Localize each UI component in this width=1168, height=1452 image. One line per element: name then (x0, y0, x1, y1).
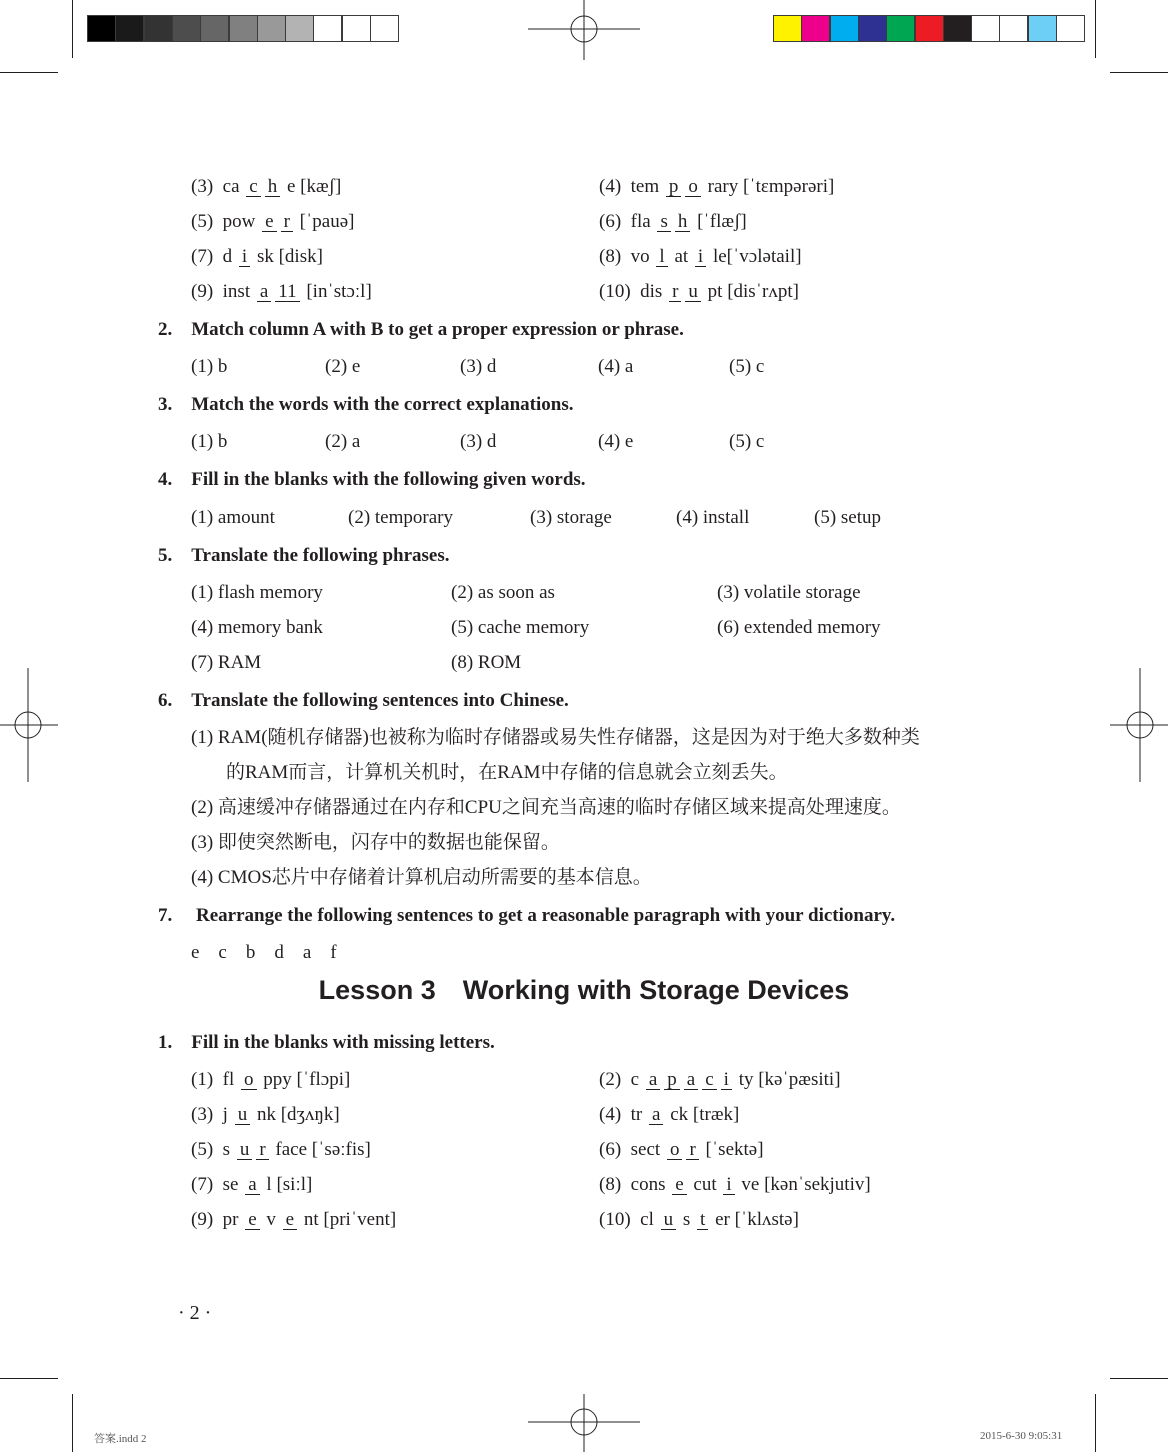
answer-item: (4) e (598, 431, 634, 452)
crop-mark (1095, 1394, 1096, 1452)
color-swatch (144, 15, 173, 42)
missing-letters-item (599, 280, 799, 304)
filled-blank: e (245, 1211, 259, 1230)
item-number: (7) (191, 246, 223, 267)
registration-mark-right (1110, 668, 1168, 782)
filled-blank: o (685, 178, 701, 197)
word-fragment: fl (222, 1069, 240, 1090)
color-swatch (200, 15, 229, 42)
word-fragment: vo (630, 246, 655, 267)
section-2-heading: 2. Match column A with B to get a proper expression or phrase. (158, 319, 684, 340)
color-swatch (257, 15, 286, 42)
word-fragment: cl (640, 1209, 659, 1230)
answer-item: (6) extended memory (717, 617, 881, 638)
word-fragment: pow (222, 211, 261, 232)
filled-blank: s (657, 213, 670, 232)
missing-letters-item (599, 175, 834, 199)
filled-blank: i (695, 248, 706, 267)
answer-item: (5) c (729, 431, 765, 452)
word-fragment: d (222, 246, 237, 267)
registration-mark-bottom (528, 1394, 640, 1452)
filled-blank: a (684, 1071, 698, 1090)
word-fragment: [ˈpauə] (294, 211, 355, 232)
item-number: (10) (599, 281, 641, 302)
word-fragment: ca (222, 176, 245, 197)
color-swatch (886, 15, 915, 42)
item-number: (1) (191, 1069, 223, 1090)
word-fragment: pt [disˈrʌpt] (702, 281, 799, 302)
missing-letters-item (599, 1138, 764, 1162)
item-number: (6) (599, 1139, 631, 1160)
filled-blank: t (697, 1211, 708, 1230)
section-5-heading: 5. Translate the following phrases. (158, 545, 450, 566)
word-fragment: nt [priˈvent] (299, 1209, 397, 1230)
crop-mark (1095, 0, 1096, 58)
filled-blank: e (672, 1176, 686, 1195)
missing-letters-item (599, 210, 747, 234)
word-fragment: sk [disk] (252, 246, 323, 267)
lesson-3-title: Lesson 3 Working with Storage Devices (318, 975, 850, 1005)
section-7-answer: e c b d a f (191, 942, 337, 963)
missing-letters-item (191, 1208, 396, 1232)
crop-mark (1110, 72, 1168, 73)
sentence-1-cont: 的RAM而言，计算机关机时，在RAM中存储的信息就会立刻丢失。 (226, 762, 788, 783)
filled-blank: r (281, 213, 293, 232)
word-fragment: tem (630, 176, 664, 197)
answer-item: (4) a (598, 356, 634, 377)
footer-filename: 答案.indd 2 (94, 1433, 147, 1445)
color-swatch (943, 15, 972, 42)
word-fragment: se (222, 1174, 244, 1195)
color-swatch (971, 15, 1000, 42)
word-fragment: dis (640, 281, 668, 302)
word-fragment: s (222, 1139, 235, 1160)
word-fragment: pr (222, 1209, 244, 1230)
missing-letters-item (191, 1173, 312, 1197)
filled-blank: o (241, 1071, 257, 1090)
item-number: (7) (191, 1174, 223, 1195)
missing-letters-item (599, 245, 802, 269)
color-swatch (1056, 15, 1085, 42)
item-number: (10) (599, 1209, 641, 1230)
answer-item: (1) amount (191, 507, 275, 528)
filled-blank: h (675, 213, 691, 232)
filled-blank: a (649, 1106, 663, 1125)
crop-mark (0, 1378, 58, 1379)
item-number: (8) (599, 246, 631, 267)
filled-blank: p (664, 1071, 680, 1090)
word-fragment: v (261, 1209, 281, 1230)
page-number: · 2 · (178, 1302, 212, 1324)
word-fragment: l [siːl] (261, 1174, 313, 1195)
word-fragment: s (678, 1209, 696, 1230)
word-fragment: cons (630, 1174, 671, 1195)
crop-mark (72, 1394, 73, 1452)
filled-blank: u (235, 1106, 251, 1125)
word-fragment: ck [træk] (665, 1104, 740, 1125)
word-fragment: [ˈflæʃ] (692, 211, 747, 232)
crop-mark (72, 0, 73, 58)
word-fragment: ve [kənˈsekjutiv] (736, 1174, 871, 1195)
color-swatch (87, 15, 116, 42)
sentence-4: (4) CMOS芯片中存储着计算机启动所需要的基本信息。 (191, 867, 652, 888)
filled-blank: h (265, 178, 281, 197)
answer-item: (3) volatile storage (717, 582, 861, 603)
sentence-2: (2) 高速缓冲存储器通过在内存和CPU之间充当高速的临时存储区域来提高处理速度。 (191, 797, 901, 818)
color-swatch (1028, 15, 1057, 42)
filled-blank: a (245, 1176, 259, 1195)
filled-blank: e (283, 1211, 297, 1230)
sentence-3: (3) 即使突然断电，闪存中的数据也能保留。 (191, 832, 560, 853)
word-fragment: ppy [ˈflɔpi] (258, 1069, 351, 1090)
registration-mark-left (0, 668, 58, 782)
crop-mark (1110, 1378, 1168, 1379)
filled-blank: c (246, 178, 260, 197)
missing-letters-item (599, 1173, 871, 1197)
filled-blank: l (656, 248, 667, 267)
filled-blank: u (661, 1211, 677, 1230)
color-swatch (773, 15, 802, 42)
filled-blank: p (666, 178, 682, 197)
word-fragment: fla (630, 211, 656, 232)
missing-letters-item (599, 1068, 841, 1092)
answer-item: (5) cache memory (451, 617, 590, 638)
word-fragment: ty [kəˈpæsiti] (733, 1069, 841, 1090)
color-swatch (801, 15, 830, 42)
footer-timestamp: 2015-6-30 9:05:31 (980, 1430, 1063, 1442)
filled-blank: c (702, 1071, 716, 1090)
item-number: (8) (599, 1174, 631, 1195)
answer-item: (7) RAM (191, 652, 262, 673)
missing-letters-item (191, 1103, 340, 1127)
filled-blank: r (256, 1141, 268, 1160)
answer-item: (8) ROM (451, 652, 522, 673)
filled-blank: u (685, 283, 701, 302)
filled-blank: r (686, 1141, 698, 1160)
answer-item: (2) e (325, 356, 361, 377)
word-fragment: j (222, 1104, 233, 1125)
filled-blank: i (721, 1071, 732, 1090)
color-swatch (229, 15, 258, 42)
missing-letters-item (599, 1103, 739, 1127)
item-number: (3) (191, 176, 223, 197)
color-swatch (285, 15, 314, 42)
answer-item: (3) storage (530, 507, 612, 528)
word-fragment: face [ˈsəːfis] (270, 1139, 371, 1160)
color-swatch (342, 15, 371, 42)
answer-item: (2) as soon as (451, 582, 555, 603)
answer-item: (2) temporary (348, 507, 453, 528)
filled-blank: i (239, 248, 250, 267)
filled-blank: a (646, 1071, 660, 1090)
answer-item: (4) install (676, 507, 750, 528)
item-number: (3) (191, 1104, 223, 1125)
answer-item: (3) d (460, 431, 497, 452)
word-fragment: sect (630, 1139, 665, 1160)
missing-letters-item (191, 1068, 350, 1092)
section-3-heading: 3. Match the words with the correct explanations. (158, 394, 574, 415)
word-fragment: rary [ˈtɛmpərəri] (702, 176, 835, 197)
color-swatch (999, 15, 1028, 42)
item-number: (4) (599, 176, 631, 197)
filled-blank: 11 (275, 283, 299, 302)
color-swatch (858, 15, 887, 42)
answer-item: (1) b (191, 356, 228, 377)
item-number: (5) (191, 211, 223, 232)
color-swatch (313, 15, 342, 42)
missing-letters-item (191, 245, 323, 269)
word-fragment: inst (222, 281, 255, 302)
word-fragment: tr (630, 1104, 648, 1125)
lesson-3-section-1-heading: 1. Fill in the blanks with missing letters. (158, 1032, 495, 1053)
filled-blank: e (262, 213, 276, 232)
color-swatch (172, 15, 201, 42)
missing-letters-item (191, 210, 355, 234)
missing-letters-item (191, 175, 341, 199)
answer-item: (3) d (460, 356, 497, 377)
item-number: (9) (191, 1209, 223, 1230)
word-fragment: at (669, 246, 693, 267)
word-fragment: le[ˈvɔlətail] (708, 246, 802, 267)
filled-blank: u (237, 1141, 253, 1160)
answer-item: (4) memory bank (191, 617, 323, 638)
answer-item: (2) a (325, 431, 361, 452)
answer-item: (1) flash memory (191, 582, 323, 603)
answer-item: (5) setup (814, 507, 882, 528)
missing-letters-item (599, 1208, 799, 1232)
color-swatch (370, 15, 399, 42)
color-swatch (915, 15, 944, 42)
filled-blank: a (257, 283, 271, 302)
color-swatch (115, 15, 144, 42)
word-fragment: c (630, 1069, 644, 1090)
word-fragment: er [ˈklʌstə] (710, 1209, 799, 1230)
item-number: (4) (599, 1104, 631, 1125)
missing-letters-item (191, 1138, 371, 1162)
word-fragment: e [kæʃ] (282, 176, 342, 197)
answer-item: (5) c (729, 356, 765, 377)
section-7-heading: 7. Rearrange the following sentences to get a reasonable paragraph with your dictionary. (158, 905, 896, 926)
crop-mark (0, 72, 58, 73)
item-number: (9) (191, 281, 223, 302)
registration-mark-top (528, 0, 640, 60)
filled-blank: r (669, 283, 681, 302)
filled-blank: o (667, 1141, 683, 1160)
missing-letters-item (191, 280, 372, 304)
item-number: (5) (191, 1139, 223, 1160)
sentence-1: (1) RAM(随机存储器)也被称为临时存储器或易失性存储器，这是因为对于绝大多数种类 (191, 727, 920, 748)
answer-item: (1) b (191, 431, 228, 452)
color-swatch (830, 15, 859, 42)
section-6-heading: 6. Translate the following sentences into Chinese. (158, 690, 569, 711)
section-4-heading: 4. Fill in the blanks with the following given words. (158, 469, 586, 490)
word-fragment: [inˈstɔːl] (301, 281, 372, 302)
filled-blank: i (723, 1176, 734, 1195)
item-number: (6) (599, 211, 631, 232)
word-fragment: nk [dʒʌŋk] (252, 1104, 340, 1125)
word-fragment: [ˈsektə] (700, 1139, 764, 1160)
word-fragment: cut (688, 1174, 722, 1195)
item-number: (2) (599, 1069, 631, 1090)
